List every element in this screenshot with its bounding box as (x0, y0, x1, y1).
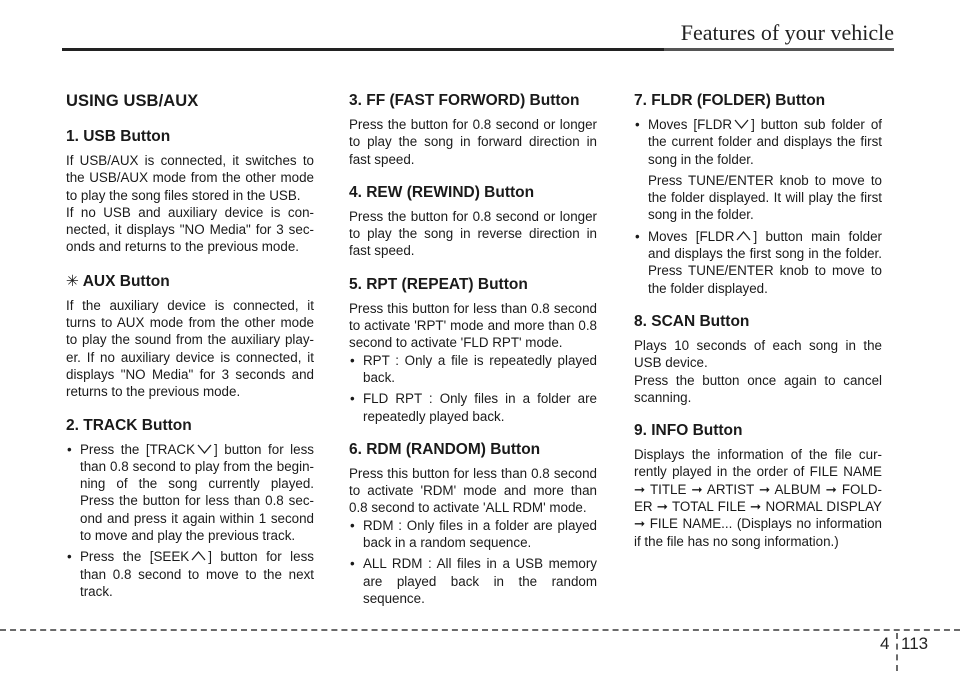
fldr-b1-post: ] button sub folder of the current folder and displays the first song in the folder. (648, 117, 882, 167)
column-2 (349, 92, 597, 611)
track-b2-pre: Press the [SEEK (80, 549, 190, 565)
usb-paragraph-1: If USB/AUX is connected, it switches to the USB/AUX mode from the other mode to play the song files stored in the USB. (66, 153, 314, 203)
list-item: • RDM : Only files in a folder are played back in a random sequence. (349, 517, 597, 552)
scan-paragraph-1: Plays 10 seconds of each song in the USB device. (634, 337, 882, 371)
chevron-down-icon (197, 443, 212, 455)
running-header: Features of your vehicle (680, 20, 894, 45)
footer-rule (0, 629, 960, 631)
header-rule (62, 48, 894, 51)
fldr-b1-pre: Moves [FLDR (648, 117, 733, 132)
ff-paragraph: Press the button for 0.8 second or longer to play the song in forward direction in fast speed. (349, 117, 597, 167)
rew-button-heading: 4. REW (REWIND) Button (349, 183, 535, 201)
page-number-separator (896, 633, 898, 671)
scan-button-heading: 8. SCAN Button (634, 312, 750, 330)
fldr-button-heading: 7. FLDR (FOLDER) Button (634, 92, 826, 109)
track-button-heading: 2. TRACK Button (66, 416, 192, 434)
page-number: 113 (901, 634, 929, 653)
rdm-paragraph: Press this button for less than 0.8 second to activate 'RDM' mode and more than 0.8 second to activate 'ALL RDM' mode. (349, 465, 597, 516)
fldr-b2-pre: Moves [FLDR (648, 228, 735, 244)
fldr-b2-post: ] button main folder and displays the first song in the folder. Press TUNE/ENTER knob to move to the folder displayed. (648, 228, 882, 296)
list-item (634, 116, 882, 224)
rew-paragraph: Press the button for 0.8 second or longer to play the song in reverse direction in fast speed. (349, 208, 597, 259)
column-1 (66, 92, 314, 604)
ff-button-heading: 3. FF (FAST FORWORD) Button (349, 92, 580, 109)
chapter-number: 4 (880, 634, 890, 653)
usb-button-heading: 1. USB Button (66, 128, 171, 145)
fldr-list (634, 116, 882, 297)
usb-paragraph-2: If no USB and auxiliary device is connected, it displays "NO Media" for 3 seconds and returns to the previous mode. (66, 204, 314, 255)
info-button-heading: 9. INFO Button (634, 422, 743, 440)
track-b1-pre: Press the [TRACK (80, 441, 196, 457)
column-3 (634, 92, 882, 550)
list-item: • FLD RPT : Only files in a folder are repeatedly played back. (349, 390, 597, 425)
list-item: • ALL RDM : All files in a USB memory are played back in the random sequence. (349, 555, 597, 607)
rpt-list (349, 352, 597, 425)
scan-paragraph-2: Press the button once again to cancel scanning. (634, 372, 882, 405)
aux-button-heading: ✳ AUX Button (66, 272, 170, 290)
rpt-paragraph: Press this button for less than 0.8 second to activate 'RPT' mode and more than 0.8 second to activate 'FLD RPT' mode. (349, 300, 597, 351)
list-item: • RPT : Only a file is repeatedly played back. (349, 352, 597, 387)
rdm-list (349, 517, 597, 607)
list-item (66, 441, 314, 545)
track-b1-post: ] button for less than 0.8 second to play from the beginning of the song currently played. Press the button for less than 0.8 second and press it again within 1 second to move and play the previous track. (80, 441, 314, 544)
chevron-down-icon (734, 118, 749, 130)
fldr-b1-continuation: Press TUNE/ENTER knob to move to the folder displayed. It will play the first song in the folder. (648, 172, 882, 223)
track-list (66, 441, 314, 601)
rdm-button-heading: 6. RDM (RANDOM) Button (349, 440, 541, 458)
aux-paragraph: If the auxiliary device is connected, it turns to AUX mode from the other mode to play the sound from the auxiliary player. If no auxiliary device is connected, it displays "NO Media" for 3 seconds and returns to the previous mode. (66, 297, 314, 400)
list-item (66, 548, 314, 600)
info-paragraph: Displays the information of the file currently played in the order of FILE NAME ➞ TITLE ➞ ARTIST ➞ ALBUM ➞ FOLDER ➞ TOTAL FILE ➞ NORMAL DISPLAY ➞ FILE NAME... (Displays no information if the file has no song information.) (634, 447, 882, 549)
rpt-button-heading: 5. RPT (REPEAT) Button (349, 275, 528, 293)
track-b2-post: ] button for less than 0.8 second to move to the next track. (80, 549, 314, 599)
chevron-up-icon (191, 550, 206, 562)
chevron-up-icon (736, 230, 751, 242)
list-item (634, 228, 882, 297)
section-title: USING USB/AUX (66, 92, 199, 110)
